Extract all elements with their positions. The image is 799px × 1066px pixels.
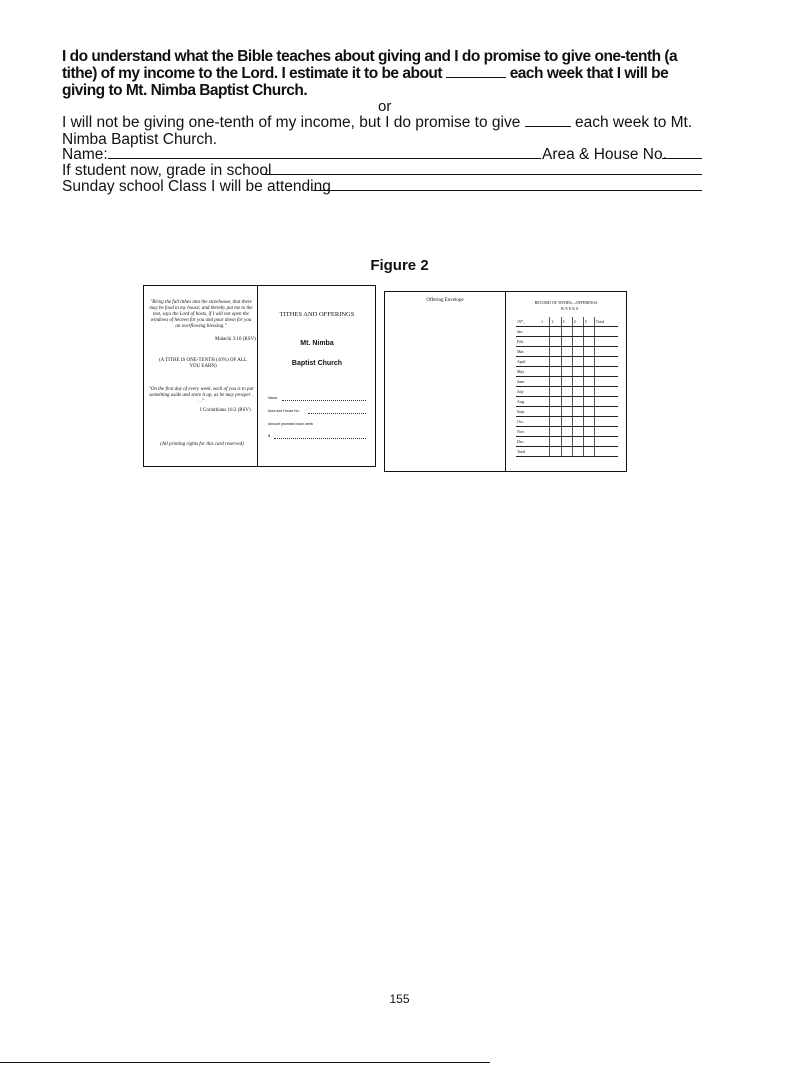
printing-rights: (All printing rights for this card reserved): [160, 442, 244, 447]
pledge-paragraph-1: [62, 48, 712, 99]
month-label: Oct.: [516, 417, 540, 427]
month-label: April: [516, 357, 540, 367]
month-label: Dec.: [516, 437, 540, 447]
student-label: If student now, grade in school: [62, 162, 272, 179]
church-name-2: Baptist Church: [291, 360, 343, 367]
table-row: [516, 407, 618, 417]
month-label: Feb.: [516, 337, 540, 347]
table-row: [516, 377, 618, 387]
area-label: Area & House No.: [542, 146, 667, 163]
corinthians-ref: I Corinthians 16:2 (RSV): [200, 408, 251, 413]
card-amount-label: Amount promised each week: [268, 422, 314, 426]
tithes-offerings-heading: TITHES AND OFFERINGS: [279, 311, 355, 318]
month-label: June: [516, 377, 540, 387]
month-label: May: [516, 367, 540, 377]
weekly-amount-blank-1[interactable]: [446, 65, 506, 78]
month-label: Total: [516, 447, 540, 457]
pledge-text-1a: I do understand what the Bible teaches about giving and I do promise to give one-tenth (a tithe) of my income to the Lord. I estimate it to be about: [62, 48, 678, 82]
table-row: [516, 417, 618, 427]
table-row: [516, 387, 618, 397]
church-name-1: Mt. Nimba: [300, 340, 334, 347]
class-label: Sunday school Class I will be attending: [62, 178, 331, 195]
figure-title: Figure 2: [370, 257, 429, 274]
malachi-ref: Malachi 3:10 (RSV): [215, 337, 256, 342]
card-fold-line: [257, 285, 258, 467]
table-row: [516, 397, 618, 407]
card-dollar-line[interactable]: [274, 438, 366, 439]
year-cell: 197_: [516, 317, 540, 327]
card-area-line[interactable]: [308, 413, 366, 414]
card-name-label: Name: [268, 396, 278, 400]
table-row: [516, 337, 618, 347]
card-area-label: Area and House No.: [268, 409, 300, 413]
record-heading: RECORD OF TITHES—OFFERINGS: [534, 300, 598, 305]
month-label: Nov.: [516, 427, 540, 437]
month-label: Jan.: [516, 327, 540, 337]
weeks-label: WEEKS: [560, 306, 580, 311]
tithe-definition: (A TITHE IS ONE-TENTH (10%) OF ALL YOU EARN): [159, 358, 247, 369]
table-row: [516, 357, 618, 367]
grade-field-line[interactable]: [262, 174, 702, 175]
bottom-rule: [0, 1062, 490, 1063]
total-col: Total: [594, 317, 618, 327]
name-field-line[interactable]: [108, 158, 541, 159]
table-row: [516, 447, 618, 457]
table-row: [516, 347, 618, 357]
pledge-text-2b: each week to Mt. Nimba Baptist Church.: [62, 114, 693, 148]
corinthians-quote: "On the first day of every week, each of you is to put something aside and store it up, as he may prosper . . .": [148, 387, 254, 404]
table-row: [516, 427, 618, 437]
table-row: [516, 437, 618, 447]
name-label: Name:: [62, 146, 108, 163]
week-col-4: 4: [572, 317, 583, 327]
table-row: [516, 367, 618, 377]
week-col-1: 1: [540, 317, 550, 327]
record-header-row: [516, 317, 618, 327]
pledge-text-1b: each week that I will be giving to Mt. Nimba Baptist Church.: [62, 65, 669, 99]
area-field-line[interactable]: [662, 158, 702, 159]
malachi-quote: "Bring the full tithes into the storehouse, that there may be food in my house; and thereby put me to the test, says the Lord of hosts, if I will not open the windows of heaven for you and pour down for you an overflowing blessing.": [149, 300, 253, 329]
week-col-2: 2: [550, 317, 561, 327]
offering-envelope-label: Offering Envelope: [426, 298, 464, 303]
month-label: July: [516, 387, 540, 397]
pledge-text-2a: I will not be giving one-tenth of my income, but I do promise to give: [62, 114, 521, 131]
card-dollar-sign: $: [268, 433, 271, 438]
week-col-5: 5: [583, 317, 594, 327]
month-label: Aug.: [516, 397, 540, 407]
record-table: [516, 317, 618, 457]
card-name-line[interactable]: [282, 400, 366, 401]
pledge-paragraph-2: [62, 114, 722, 148]
week-col-3: 3: [561, 317, 572, 327]
weekly-amount-blank-2[interactable]: [525, 114, 571, 127]
month-label: Mar.: [516, 347, 540, 357]
or-separator: or: [378, 98, 392, 115]
table-row: [516, 327, 618, 337]
page-number: 155: [389, 992, 410, 1006]
class-field-line[interactable]: [313, 190, 702, 191]
month-label: Sept.: [516, 407, 540, 417]
card-back-fold: [505, 291, 506, 472]
